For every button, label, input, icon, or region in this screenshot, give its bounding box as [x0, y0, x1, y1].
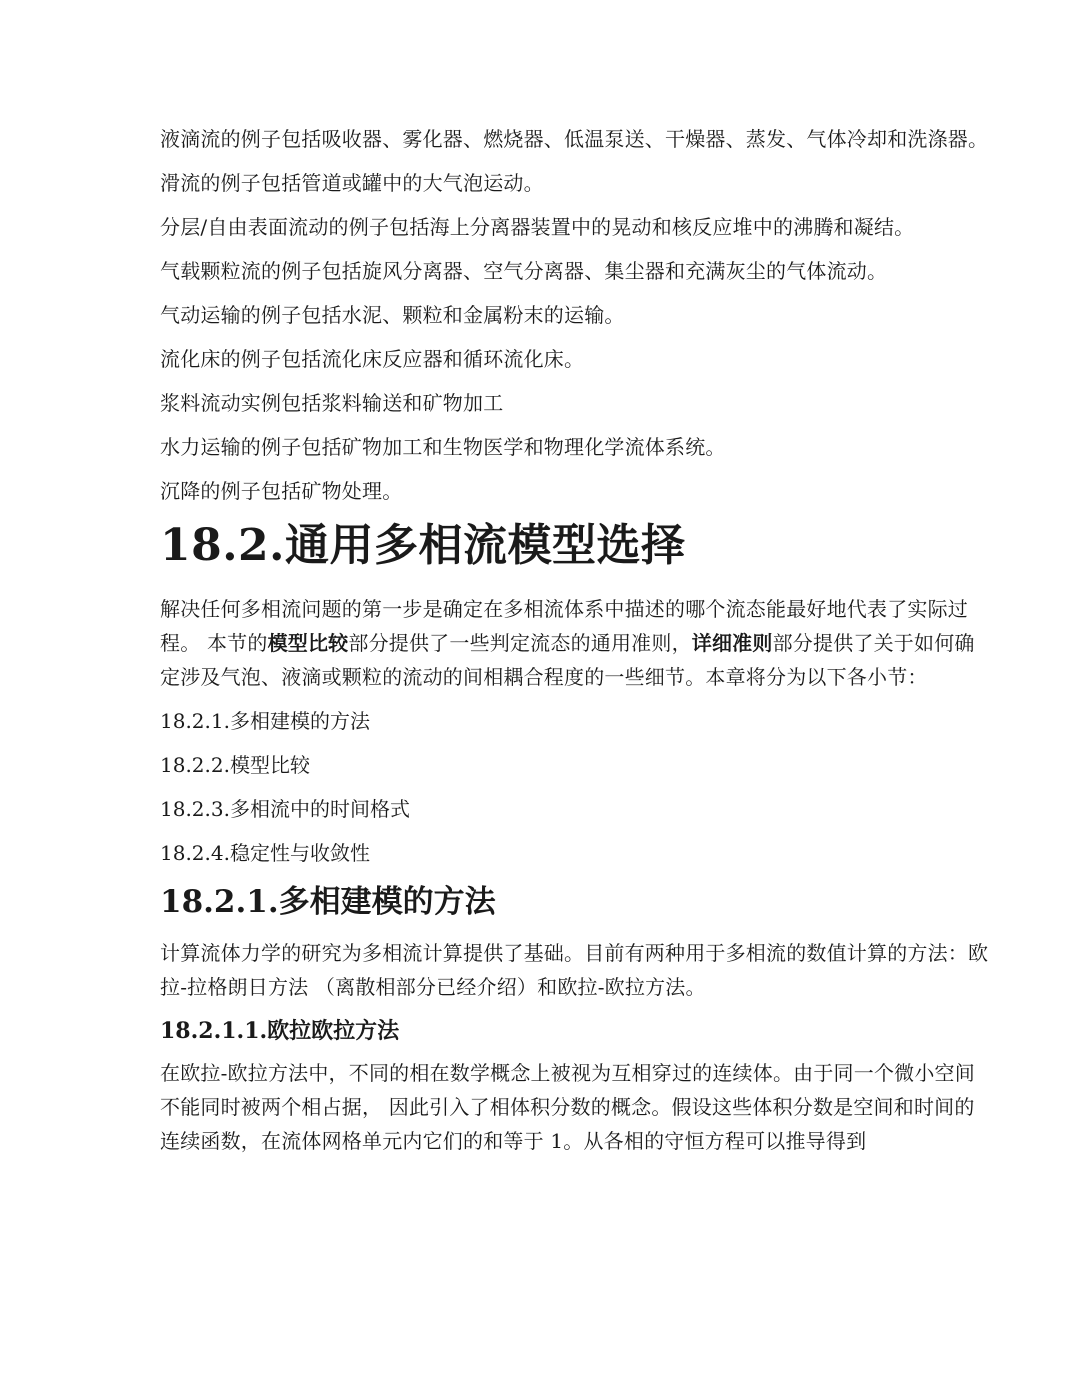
toc-item-18-2-3: 18.2.3.多相流中的时间格式: [160, 797, 410, 821]
paragraph-slug-flow: 滑流的例子包括管道或罐中的大气泡运动。: [160, 171, 544, 195]
paragraph-particle-laden-flow: 气载颗粒流的例子包括旋风分离器、空气分离器、集尘器和充满灰尘的气体流动。: [160, 259, 888, 283]
paragraph-pneumatic-transport: 气动运输的例子包括水泥、颗粒和金属粉末的运输。: [160, 303, 625, 327]
heading-18-2-1: 18.2.1.多相建模的方法: [160, 884, 496, 920]
paragraph-stratified-flow: 分层/自由表面流动的例子包括海上分离器装置中的晃动和核反应堆中的沸腾和凝结。: [160, 215, 915, 239]
paragraph-euler-euler: 在欧拉-欧拉方法中，不同的相在数学概念上被视为互相穿过的连续体。由于同一个微小空间不能同时被两个相占据， 因此引入了相体积分数的概念。假设这些体积分数是空间和时间的连续函数，在流体网格单元内它们的和等于 1。从各相的守恒方程可以推导得到: [160, 1061, 975, 1153]
intro-text-1: 解决任何多相流问题的第一步是确定在多相流体系中描述的哪个流态能最好地代表了实际过程。 本节的: [160, 597, 968, 655]
toc-item-18-2-1: 18.2.1.多相建模的方法: [160, 709, 370, 733]
paragraph-hydrotransport: 水力运输的例子包括矿物加工和生物医学和物理化学流体系统。: [160, 435, 726, 459]
paragraph-fluidized-bed: 流化床的例子包括流化床反应器和循环流化床。: [160, 347, 585, 371]
paragraph-slurry-flow: 浆料流动实例包括浆料输送和矿物加工: [160, 391, 504, 415]
document-page: [160, 122, 990, 1168]
heading-18-2: 18.2.通用多相流模型选择: [160, 520, 686, 571]
link-model-comparison: 模型比较: [267, 631, 349, 655]
toc-item-18-2-4: 18.2.4.稳定性与收敛性: [160, 841, 370, 865]
paragraph-droplet-flow: 液滴流的例子包括吸收器、雾化器、燃烧器、低温泵送、干燥器、蒸发、气体冷却和洗涤器。: [160, 127, 989, 151]
intro-text-2: 部分提供了一些判定流态的通用准则，: [348, 631, 692, 655]
intro-text-3: 部分提供了关于如何确定涉及气泡、液滴或颗粒的流动的间相耦合程度的一些细节。本章将分为以下各小节：: [160, 631, 975, 689]
link-detailed-guidelines: 详细准则: [691, 631, 773, 655]
toc-item-18-2-2: 18.2.2.模型比较: [160, 753, 310, 777]
paragraph-modeling-approaches: 计算流体力学的研究为多相流计算提供了基础。目前有两种用于多相流的数值计算的方法：欧拉-拉格朗日方法 （离散相部分已经介绍）和欧拉-欧拉方法。: [160, 941, 989, 999]
heading-18-2-1-1: 18.2.1.1.欧拉欧拉方法: [160, 1018, 400, 1044]
paragraph-section-intro: [160, 592, 990, 694]
paragraph-sedimentation: 沉降的例子包括矿物处理。: [160, 479, 403, 503]
